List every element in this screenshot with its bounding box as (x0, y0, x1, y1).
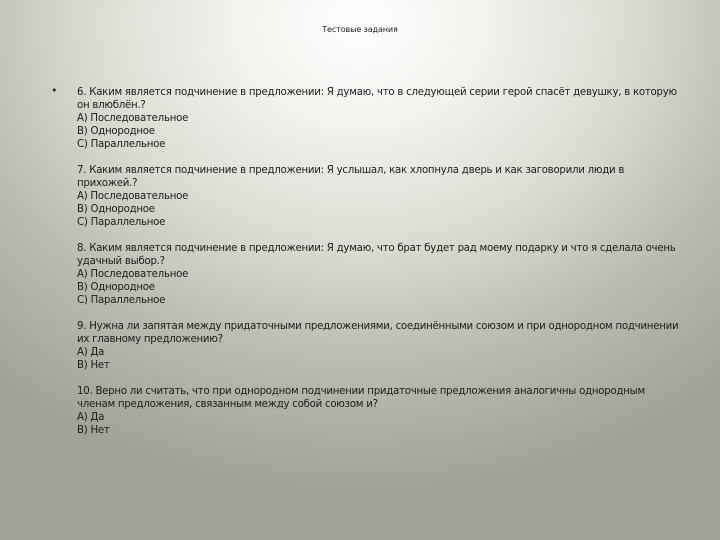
answer-option: С) Параллельное (77, 295, 166, 306)
answer-option: А) Последовательное (77, 113, 189, 124)
answer-option: С) Параллельное (77, 217, 166, 228)
question-text: 8. Каким является подчинение в предложении: Я думаю, что брат будет рад моему подарку и что я сделала очень удачный выбор.? (77, 243, 676, 267)
question-text: 9. Нужна ли запятая между придаточными предложениями, соединёнными союзом и при однородном подчинении их главному предложению? (77, 321, 679, 345)
answer-option: В) Нет (77, 360, 110, 371)
questions-list (77, 86, 683, 450)
answer-option: А) Да (77, 412, 105, 423)
question-text: 6. Каким является подчинение в предложении: Я думаю, что в следующей серии герой спасёт девушку, в которую он влюблён.? (77, 87, 677, 111)
bullet-marker: • (51, 84, 58, 97)
question-9 (77, 320, 683, 372)
question-text: 7. Каким является подчинение в предложении: Я услышал, как хлопнула дверь и как заговорили люди в прихожей.? (77, 165, 625, 189)
answer-option: В) Однородное (77, 282, 155, 293)
answer-option: В) Нет (77, 425, 110, 436)
answer-option: А) Да (77, 347, 105, 358)
answer-option: С) Параллельное (77, 139, 166, 150)
answer-option: А) Последовательное (77, 269, 189, 280)
answer-option: В) Однородное (77, 204, 155, 215)
question-text: 10. Верно ли считать, что при однородном подчинении придаточные предложения аналогичны однородным членам предложения, связанным между собой союзом и? (77, 386, 645, 410)
answer-option: В) Однородное (77, 126, 155, 137)
question-10 (77, 385, 683, 437)
question-7 (77, 164, 683, 229)
answer-option: А) Последовательное (77, 191, 189, 202)
question-8 (77, 242, 683, 307)
slide-title: Тестовые задания (322, 25, 398, 34)
question-6 (77, 86, 683, 151)
